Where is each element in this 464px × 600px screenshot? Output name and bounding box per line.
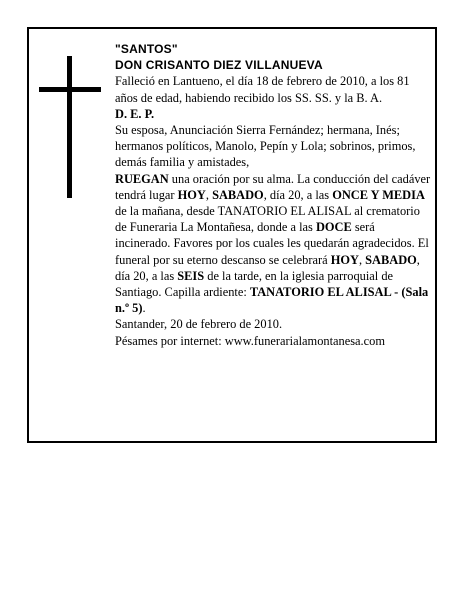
cross-horizontal-bar xyxy=(39,87,101,92)
conduction-weekday: SABADO xyxy=(212,187,264,202)
deceased-nickname: "SANTOS" xyxy=(115,42,178,56)
family-list: Su esposa, Anunciación Sierra Fernández; hermana, Inés; hermanos políticos, Manolo, Pepín y Lola; sobrinos, primos, demás familia y amistades, xyxy=(115,123,416,170)
cross-icon xyxy=(39,56,101,198)
funeral-weekday: SABADO xyxy=(365,252,417,267)
separator: , xyxy=(205,187,213,202)
conduction-day: HOY xyxy=(177,187,206,202)
conduction-details: de la mañana, desde TANATORIO EL ALISAL al crematorio de Funeraria La Montañesa, donde a las xyxy=(115,204,420,235)
prayer-request: una oración por su alma. La conducción del cadáver tendrá lugar xyxy=(115,171,431,202)
chapel-period: . xyxy=(142,301,146,316)
funeral-details: de la tarde, en la iglesia parroquial de Santiago. Capilla ardiente: xyxy=(115,268,394,300)
death-statement: Falleció en Lantueno, el día 18 de febrero de 2010, a los 81 años de edad, habiendo recibido los SS. SS. y la B. A. xyxy=(115,74,410,105)
funeral-time: SEIS xyxy=(177,268,205,283)
conduction-time: ONCE Y MEDIA xyxy=(332,187,425,202)
ruegan-text: RUEGAN xyxy=(115,171,169,186)
place-and-date: Santander, 20 de febrero de 2010. xyxy=(115,317,283,332)
condolences-line: Pésames por internet: www.funerarialamontanesa.com xyxy=(115,333,385,348)
funeral-date: , día 20, a las xyxy=(115,252,420,283)
cross-vertical-bar xyxy=(67,56,72,198)
notice-text xyxy=(115,41,433,349)
family-paragraph xyxy=(115,122,433,316)
funeral-day: HOY xyxy=(330,252,359,267)
conduction-date: , día 20, a las xyxy=(263,187,333,202)
cremation-details: será incinerado. Favores por los cuales les quedarán agradecidos. El funeral por su eterno descanso se celebrará xyxy=(115,220,429,267)
cremation-time: DOCE xyxy=(315,220,352,235)
separator: , xyxy=(358,252,366,267)
chapel-name: TANATORIO EL ALISAL - (Sala n.º 5) xyxy=(115,285,429,316)
deceased-name: DON CRISANTO DIEZ VILLANUEVA xyxy=(115,58,323,73)
rest-in-peace: D. E. P. xyxy=(115,106,155,121)
obituary-notice xyxy=(27,27,437,443)
